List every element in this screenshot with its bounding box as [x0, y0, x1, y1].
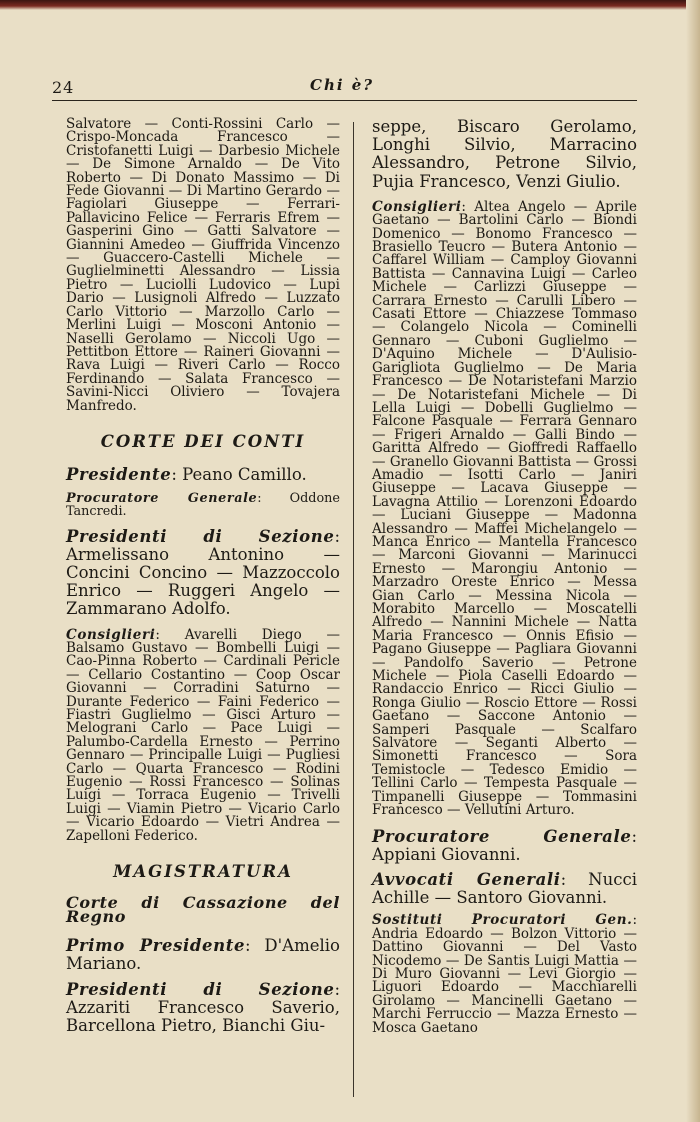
entry-text: : Armelissano Antonino — Concini Concino — Mazzoccolo Enrico — Ruggeri Angelo — Zammarano Adolfo.	[66, 526, 340, 619]
entry-text: : Azzariti Francesco Saverio, Barcellona Pietro, Bianchi Giu-	[66, 979, 340, 1036]
role-label: Presidenti di Sezione	[66, 979, 335, 999]
corte-procuratore-entry	[66, 492, 340, 518]
page-right-edge	[686, 0, 700, 1122]
entry-text: : D'Amelio Mariano.	[66, 936, 340, 974]
cassazione-sostituti-entry	[372, 914, 637, 1035]
entry-text: : Appiani Giovanni.	[372, 826, 637, 864]
entry-text: : Nucci Achille — Santoro Giovanni.	[372, 869, 637, 908]
page-header	[52, 74, 637, 101]
role-label: Primo Presidente	[66, 936, 246, 956]
cassazione-consiglieri-entry	[372, 198, 637, 819]
page-number: 24	[52, 78, 75, 97]
role-label: Procuratore Generale	[66, 490, 258, 506]
role-label: Consiglieri	[66, 626, 156, 643]
role-label: Consiglieri	[372, 198, 462, 215]
subheading-cassazione: Corte di Cassazione del Regno	[66, 893, 340, 926]
column-divider	[353, 122, 354, 1097]
presidenti-sezione-continuation: seppe, Biscaro Gerolamo, Longhi Silvio, Marracino Alessandro, Petrone Silvio, Pujia Francesco, Venzi Giulio.	[372, 117, 637, 191]
cassazione-procuratore-entry	[372, 828, 637, 864]
corte-presidente-entry	[66, 466, 340, 484]
corte-consiglieri-entry	[66, 626, 340, 844]
section-heading-corte-dei-conti: CORTE DEI CONTI	[100, 431, 306, 451]
corte-presidenti-sezione-entry	[66, 528, 340, 619]
page-top-edge	[0, 0, 700, 10]
right-column	[372, 118, 637, 1035]
cassazione-presidenti-sezione-entry	[66, 981, 340, 1036]
running-title: Chi è?	[310, 76, 375, 94]
entry-text: : Peano Camillo.	[171, 465, 307, 485]
entry-text: : Oddone Tancredi.	[66, 490, 340, 519]
role-label: Presidenti di Sezione	[66, 526, 335, 546]
role-label: Procuratore Generale	[372, 826, 632, 846]
entry-text: : Altea Angelo — Aprile Gaetano — Bartolini Carlo — Biondi Domenico — Bonomo Francesco — Brasiello Teucro — Butera Antonio — Caffarel William — Camploy Giovanni Battista — Cannavina Luigi — Carleo Michele — Carlizzi Giuseppe — Carrara Ernesto — Carulli Libero — Casati Ettore — Chiazzese Tommaso — Colangelo Nicola — Cominelli Gennaro — Cuboni Guglielmo — D'Aquino Michele — D'Aulisio-Garigliota Guglielmo — De Maria Francesco — De Notaristefani Marzio — De Notaristefani Michele — Di Lella Luigi — Dobelli Guglielmo — Falcone Pasquale — Ferrara Gennaro — Frigeri Arnaldo — Galli Bindo — Garitta Alfredo — Gioffredi Raffaello — Granello Giovanni Battista — Grossi Amadio — Isotti Carlo — Janiri Giuseppe — Lacava Giuseppe — Lavagna Attilio — Lorenzoni Edoardo — Luciani Giuseppe — Madonna Alessandro — Maffei Michelangelo — Manca Enrico — Mantella Francesco — Marconi Giovanni — Marinucci Ernesto — Marongiu Antonio — Marzadro Oreste Enrico — Messa Gian Carlo — Messina Nicola — Morabito Marcello — Moscatelli Alfredo — Nannini Michele — Natta Maria Francesco — Onnis Efisio — Pagano Giuseppe — Pagliara Giovanni — Pandolfo Saverio — Petrone Michele — Piola Caselli Edoardo — Randaccio Enrico — Ricci Giulio — Ronga Giulio — Roscio Ettore — Rossi Gaetano — Saccone Antonio — Samperi Pasquale — Scalfaro Salvatore — Seganti Alberto — Simonetti Francesco — Sora Temistocle — Tedesco Emidio — Tellini Carlo — Tempesta Pasquale — Timpanelli Giuseppe — Tommasini Francesco — Vellutini Arturo.	[372, 198, 637, 819]
entry-text: : Andria Edoardo — Bolzon Vittorio — Dattino Giovanni — Del Vasto Nicodemo — De Santis Luigi Mattia — Di Muro Giovanni — Levi Giorgio — Liguori Edoardo — Macchiarelli Girolamo — Mancinelli Gaetano — Marchi Ferruccio — Mazza Ernesto — Mosca Gaetano	[372, 912, 637, 1036]
left-column	[66, 118, 340, 1042]
section-heading-magistratura: MAGISTRATURA	[113, 862, 293, 882]
senate-list-continuation: Salvatore — Conti-Rossini Carlo — Crispo-Moncada Francesco — Cristofanetti Luigi — Darbesio Michele — De Simone Arnaldo — De Vito Roberto — Di Donato Massimo — Di Fede Giovanni — Di Martino Gerardo — Fagiolari Giuseppe — Ferrari-Pallavicino Felice — Ferraris Efrem — Gasperini Gino — Gatti Salvatore — Giannini Amedeo — Giuffrida Vincenzo — Guaccero-Castelli Michele — Guglielminetti Alessandro — Lissia Pietro — Luciolli Ludovico — Lupi Dario — Lusignoli Alfredo — Luzzato Carlo Vittorio — Marzollo Carlo — Merlini Luigi — Mosconi Antonio — Naselli Gerolamo — Niccoli Ugo — Pettitbon Ettore — Raineri Giovanni — Rava Luigi — Riveri Carlo — Rocco Ferdinando — Salata Francesco — Savini-Nicci Oliviero — Tovajera Manfredo.	[66, 116, 340, 414]
cassazione-avvocati-entry	[372, 871, 637, 907]
role-label: Avvocati Generali	[372, 869, 561, 889]
entry-text: : Avarelli Diego — Balsamo Gustavo — Bombelli Luigi — Cao-Pinna Roberto — Cardinali Pericle — Cellario Costantino — Coop Oscar Giovanni — Corradini Saturno — Durante Federico — Faini Federico — Fiastri Guglielmo — Gisci Arturo — Melograni Carlo — Pace Luigi — Palumbo-Cardella Ernesto — Perrino Gennaro — Principalle Luigi — Pugliesi Carlo — Quarta Francesco — Rodini Eugenio — Rossi Francesco — Solinas Luigi — Torraca Eugenio — Trivelli Luigi — Viamin Pietro — Vicario Carlo — Vicario Edoardo — Vietri Andrea — Zapelloni Federico.	[66, 626, 340, 844]
role-label: Sostituti Procuratori Gen.	[372, 912, 633, 929]
role-label: Presidente	[66, 465, 172, 485]
cassazione-primo-presidente-entry	[66, 937, 340, 973]
